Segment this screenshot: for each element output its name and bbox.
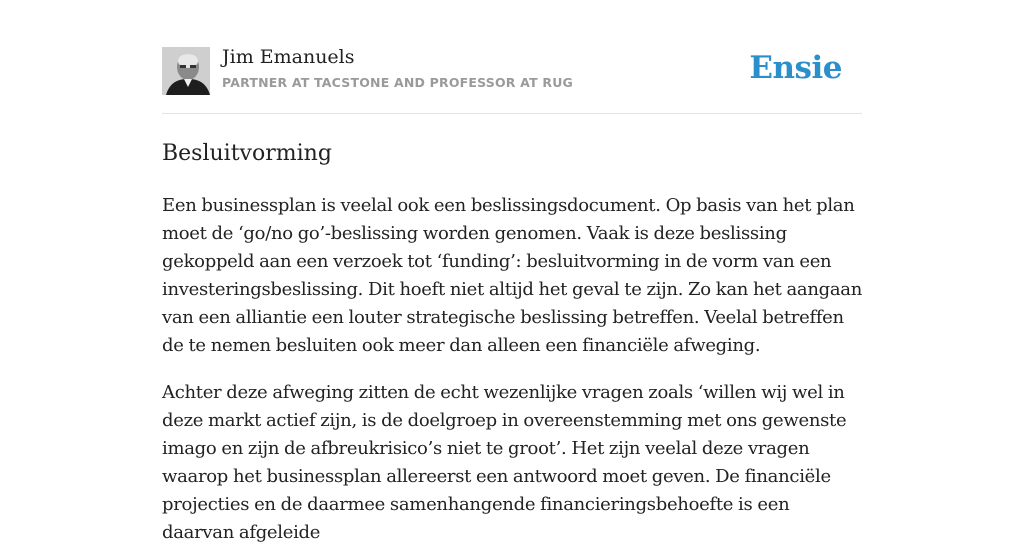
author-role: PARTNER AT TACSTONE AND PROFESSOR AT RUG [222,75,573,90]
avatar-portrait-icon [162,47,210,95]
ensie-logo[interactable]: Ensie [749,50,842,86]
article-paragraph-2: Achter deze afweging zitten de echt wezenlijke vragen zoals ‘willen wij wel in deze markt actief zijn, is de doelgroep in overeenstemming met ons gewenste imago en zijn de afbreukrisico’s niet te groot’. Het zijn veelal deze vragen waarop het businessplan allereerst een antwoord moet geven. De financiële projecties en de daarmee samenhangende financieringsbehoefte is een daarvan afgeleide [162,382,847,543]
author-name[interactable]: Jim Emanuels [222,46,355,68]
author-header [162,0,862,114]
author-avatar[interactable] [162,47,210,95]
article-container [162,0,862,547]
article-paragraph-1: Een businessplan is veelal ook een beslissingsdocument. Op basis van het plan moet de ‘go/no go’-beslissing worden genomen. Vaak is deze beslissing gekoppeld aan een verzoek tot ‘funding’: besluitvorming in de vorm van een investeringsbeslissing. Dit hoeft niet altijd het geval te zijn. Zo kan het aangaan van een alliantie een louter strategische beslissing betreffen. Veelal betreffen de te nemen besluiten ook meer dan alleen een financiële afweging. [162,195,862,356]
article-title: Besluitvorming [162,141,332,166]
